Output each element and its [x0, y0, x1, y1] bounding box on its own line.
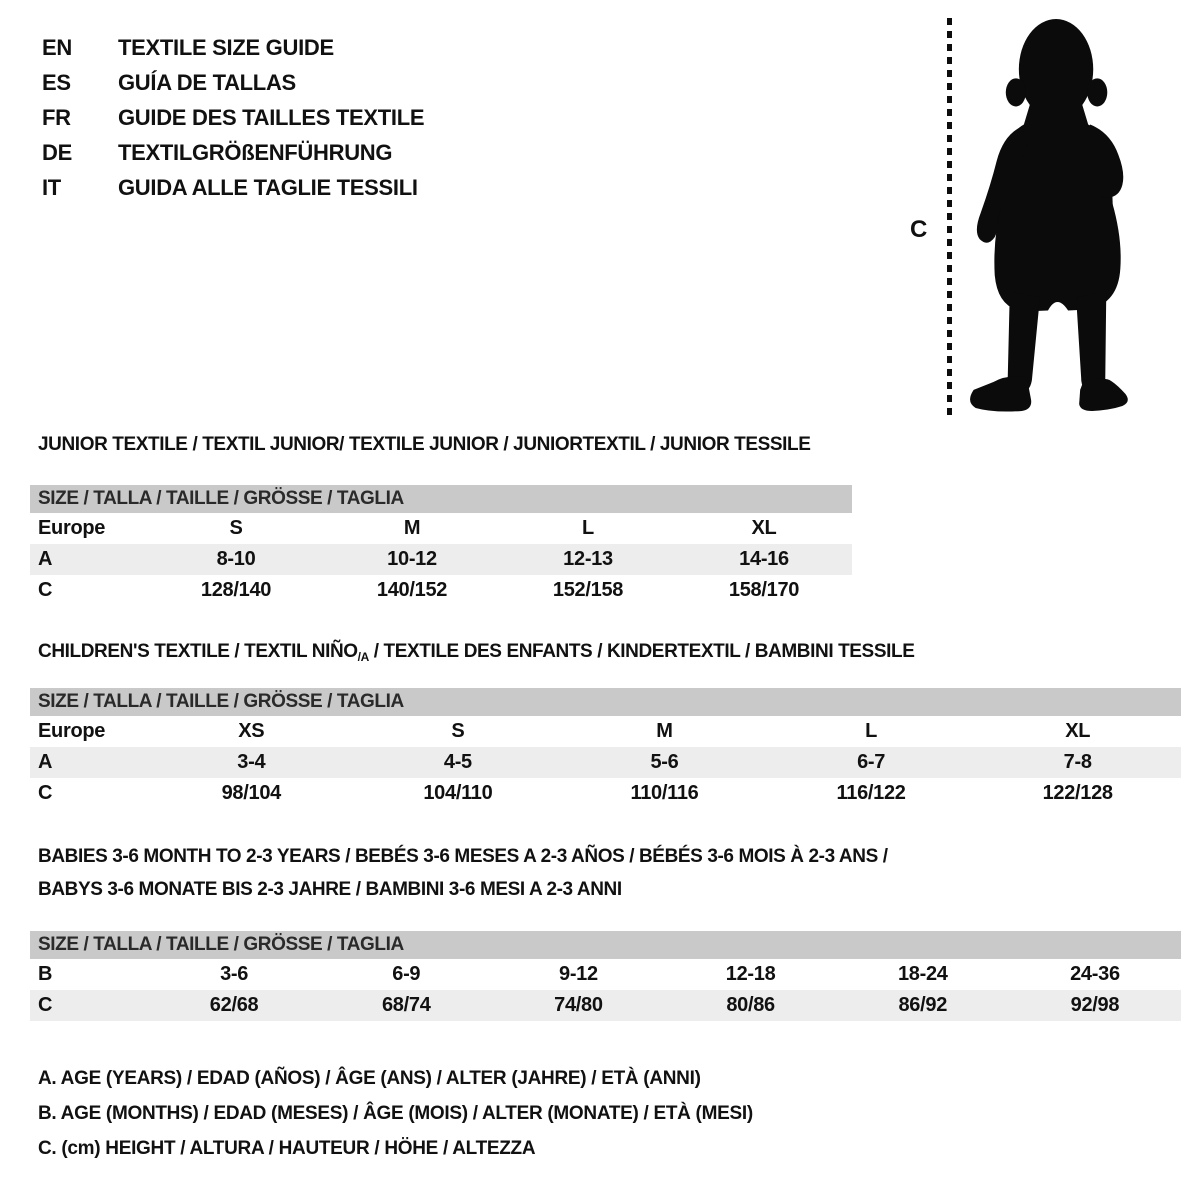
table-cell: 12-18: [725, 963, 776, 985]
language-code: ES: [42, 69, 71, 95]
table-row: [30, 747, 1181, 778]
table-cell: L: [582, 517, 594, 539]
table-cell: 6-7: [857, 751, 886, 773]
table-row: [30, 544, 852, 575]
size-header-bar: SIZE / TALLA / TAILLE / GRÖSSE / TAGLIA: [30, 485, 852, 513]
table-row: [30, 959, 1181, 990]
table-cell: 110/116: [630, 782, 699, 804]
language-code: IT: [42, 174, 61, 200]
section-title-children: [38, 641, 914, 664]
height-measure-dashed-line: [947, 18, 952, 415]
measurement-legend: [38, 1068, 753, 1173]
table-cell: 80/86: [726, 994, 775, 1016]
table-row: [30, 716, 1181, 747]
language-row-en: [42, 30, 424, 65]
table-cell: 62/68: [209, 994, 259, 1016]
table-cell: 74/80: [554, 994, 603, 1016]
table-cell: M: [403, 517, 421, 539]
language-row-fr: [42, 100, 424, 135]
babies-size-table: [30, 931, 1181, 1021]
row-label: B: [38, 963, 53, 985]
table-cell: 8-10: [216, 548, 256, 570]
row-label: A: [38, 751, 53, 773]
language-code: EN: [42, 34, 72, 60]
height-measure-label: C: [910, 216, 928, 243]
section-title-junior: JUNIOR TEXTILE / TEXTIL JUNIOR/ TEXTILE JUNIOR / JUNIORTEXTIL / JUNIOR TESSILE: [38, 434, 811, 455]
row-label: C: [38, 782, 53, 804]
table-cell: S: [229, 517, 243, 539]
table-row: [30, 575, 852, 606]
table-cell: M: [656, 720, 673, 742]
language-row-es: [42, 65, 424, 100]
table-cell: 3-4: [237, 751, 266, 773]
section-title-babies-line2: BABYS 3-6 MONATE BIS 2-3 JAHRE / BAMBINI 3-6 MESI A 2-3 ANNI: [38, 879, 622, 900]
table-cell: 6-9: [392, 963, 421, 985]
table-cell: 5-6: [650, 751, 679, 773]
section-title-children-rest: / TEXTILE DES ENFANTS / KINDERTEXTIL / BAMBINI TESSILE: [368, 641, 915, 662]
table-cell: 98/104: [221, 782, 281, 804]
legend-line-b: B. AGE (MONTHS) / EDAD (MESES) / ÂGE (MOIS) / ALTER (MONATE) / ETÀ (MESI): [38, 1103, 753, 1124]
table-cell: XL: [751, 517, 777, 539]
table-row: [30, 990, 1181, 1021]
toddler-silhouette-icon: [963, 12, 1135, 414]
row-label: Europe: [38, 517, 106, 539]
table-row: [30, 513, 852, 544]
language-label: GUIDE DES TAILLES TEXTILE: [118, 104, 425, 130]
language-row-de: [42, 135, 424, 170]
table-cell: 24-36: [1070, 963, 1120, 985]
junior-size-table: [30, 485, 852, 606]
table-cell: 3-6: [220, 963, 249, 985]
table-cell: 158/170: [728, 579, 800, 601]
table-cell: XS: [238, 720, 265, 742]
table-cell: 104/110: [423, 782, 493, 804]
section-title-children-main: CHILDREN'S TEXTILE / TEXTIL NIÑO: [38, 641, 358, 662]
row-label: C: [38, 994, 53, 1016]
table-cell: 7-8: [1063, 751, 1092, 773]
language-code: FR: [42, 104, 71, 130]
table-cell: 18-24: [897, 963, 948, 985]
size-header-bar: SIZE / TALLA / TAILLE / GRÖSSE / TAGLIA: [30, 931, 1181, 959]
table-cell: 92/98: [1070, 994, 1120, 1016]
language-list: [42, 30, 424, 205]
section-title-babies-line1: BABIES 3-6 MONTH TO 2-3 YEARS / BEBÉS 3-6 MESES A 2-3 AÑOS / BÉBÉS 3-6 MOIS À 2-3 ANS /: [38, 846, 888, 867]
row-label: A: [38, 548, 53, 570]
table-cell: 122/128: [1042, 782, 1113, 804]
row-label: C: [38, 579, 53, 601]
table-cell: XL: [1065, 720, 1091, 742]
children-size-table: [30, 688, 1181, 809]
table-cell: L: [865, 720, 878, 742]
size-header-bar: SIZE / TALLA / TAILLE / GRÖSSE / TAGLIA: [30, 688, 1181, 716]
legend-line-a: A. AGE (YEARS) / EDAD (AÑOS) / ÂGE (ANS) / ALTER (JAHRE) / ETÀ (ANNI): [38, 1068, 701, 1089]
language-label: GUÍA DE TALLAS: [118, 69, 296, 95]
language-label: TEXTILE SIZE GUIDE: [118, 34, 334, 60]
table-cell: 152/158: [552, 579, 624, 601]
table-row: [30, 778, 1181, 809]
table-cell: 12-13: [563, 548, 613, 570]
table-cell: 128/140: [200, 579, 272, 601]
language-label: GUIDA ALLE TAGLIE TESSILI: [118, 174, 418, 200]
row-label: Europe: [38, 720, 106, 742]
table-cell: 140/152: [376, 579, 448, 601]
language-code: DE: [42, 139, 72, 165]
table-cell: 68/74: [381, 994, 431, 1016]
language-row-it: [42, 170, 424, 205]
legend-line-c: C. (cm) HEIGHT / ALTURA / HAUTEUR / HÖHE / ALTEZZA: [38, 1138, 536, 1159]
section-title-children-sub: /A: [357, 650, 369, 664]
table-cell: 86/92: [898, 994, 948, 1016]
table-cell: 10-12: [387, 548, 437, 570]
table-cell: 9-12: [559, 963, 598, 985]
table-cell: 4-5: [443, 751, 472, 773]
table-cell: S: [451, 720, 465, 742]
table-cell: 14-16: [739, 548, 789, 570]
table-cell: 116/122: [836, 782, 906, 804]
language-label: TEXTILGRÖßENFÜHRUNG: [118, 139, 393, 165]
